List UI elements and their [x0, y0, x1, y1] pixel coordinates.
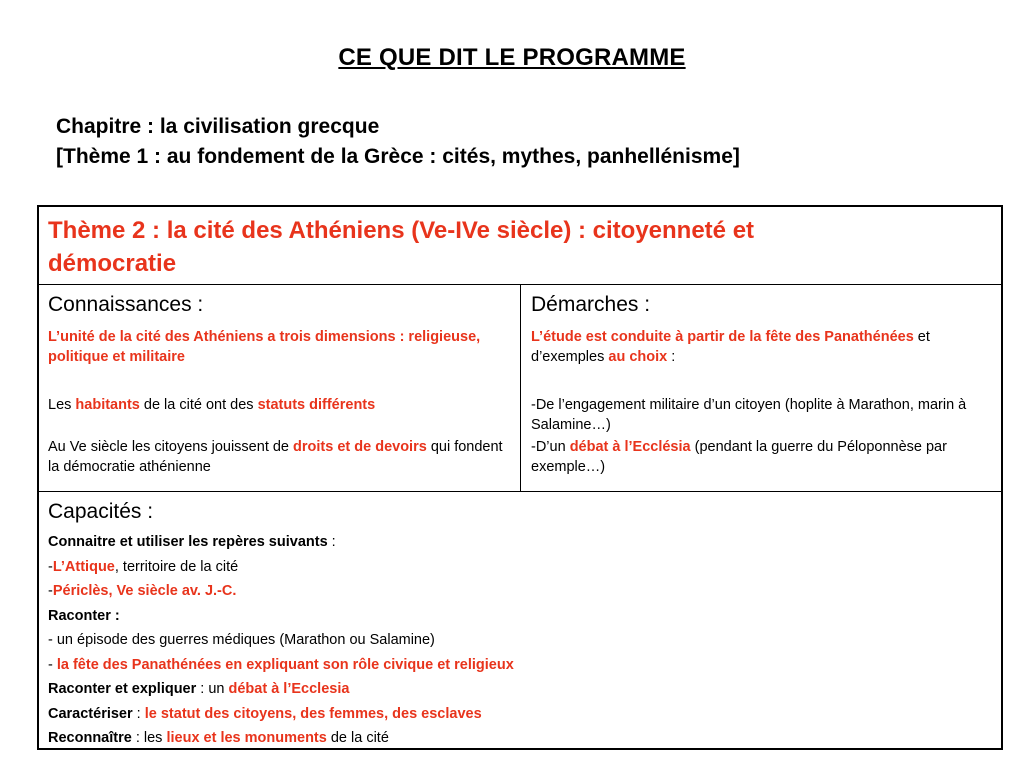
- text-run-bold: Raconter et expliquer: [48, 681, 197, 697]
- text-run-highlight: L’étude est conduite à partir de la fête des Panathénées: [531, 329, 914, 345]
- capacites-line-3: [48, 579, 992, 604]
- capacites-line-2: [48, 555, 992, 580]
- text-run: de la cité: [326, 730, 389, 746]
- page-title: CE QUE DIT LE PROGRAMME: [338, 44, 686, 71]
- text-run: -: [48, 583, 53, 599]
- capacites-line-6: [48, 653, 992, 678]
- capacites-line-1: [48, 530, 992, 555]
- text-run: , territoire de la cité: [114, 558, 239, 575]
- chapter-line-1: Chapitre : la civilisation grecque: [56, 115, 380, 138]
- demarches-paragraph-3: [531, 437, 992, 477]
- text-run: -D’un: [531, 439, 570, 455]
- connaissances-paragraph-1: L’unité de la cité des Athéniens a trois dimensions : religieuse, politique et militaire: [48, 329, 481, 365]
- capacites-line-9: [48, 726, 992, 751]
- connaissances-paragraph-2: [48, 395, 511, 415]
- text-run-bold: Connaitre et utiliser les repères suivants: [48, 534, 328, 550]
- theme-title-line-2: démocratie: [48, 250, 177, 277]
- program-table: [37, 205, 1003, 750]
- chapter-line-2: [Thème 1 : au fondement de la Grèce : cités, mythes, panhellénisme]: [56, 145, 740, 168]
- text-run-highlight: débat à l’Ecclesia: [228, 681, 350, 697]
- text-run: :: [667, 349, 676, 365]
- text-run-highlight: lieux et les monuments: [166, 730, 327, 746]
- theme-title: [39, 207, 1001, 285]
- text-run: Au Ve siècle les citoyens jouissent de: [48, 439, 294, 455]
- capacites-line-8: [48, 702, 992, 727]
- text-run-bold: Caractériser: [48, 705, 133, 722]
- text-run: : les: [131, 730, 167, 746]
- text-run-highlight: la fête des Panathénées en expliquant son rôle civique et religieux: [56, 656, 514, 673]
- text-run-highlight: le statut des citoyens, des femmes, des esclaves: [144, 705, 482, 722]
- text-run-highlight: débat à l’Ecclésia: [569, 439, 691, 455]
- text-run-highlight: droits et de devoirs: [293, 439, 427, 455]
- capacites-line-7: [48, 677, 992, 702]
- capacites-header: Capacités :: [48, 500, 154, 523]
- connaissances-header: Connaissances :: [48, 293, 204, 316]
- capacites-cell: [39, 492, 1001, 751]
- chapter-heading: [56, 112, 740, 172]
- connaissances-cell: [39, 285, 521, 491]
- text-run: Les: [48, 397, 76, 413]
- text-run: : un: [196, 681, 229, 697]
- text-run: et d’exemples: [531, 329, 930, 365]
- text-run-bold: Reconnaître: [48, 730, 132, 746]
- capacites-line-5: - un épisode des guerres médiques (Marathon ou Salamine): [48, 632, 435, 648]
- text-run: qui fondent la démocratie athénienne: [48, 439, 503, 475]
- demarches-paragraph-2: -De l’engagement militaire d’un citoyen (hoplite à Marathon, marin à Salamine…): [531, 397, 967, 433]
- connaissances-paragraph-3: [48, 437, 511, 477]
- text-run-highlight: L’Attique: [52, 558, 115, 575]
- capacites-line-4: Raconter :: [48, 607, 120, 624]
- demarches-cell: [521, 285, 1001, 491]
- text-run: -: [48, 656, 57, 673]
- text-run: (pendant la guerre du Péloponnèse par exemple…): [531, 439, 947, 475]
- text-run-highlight: Périclès, Ve siècle av. J.-C.: [52, 583, 237, 599]
- text-run: :: [327, 534, 336, 550]
- text-run: :: [132, 705, 145, 722]
- text-run: -: [48, 558, 53, 575]
- demarches-paragraph-1: [531, 327, 992, 367]
- text-run-highlight: habitants: [75, 397, 140, 413]
- text-run-highlight: au choix: [608, 349, 668, 365]
- theme-title-line-1: Thème 2 : la cité des Athéniens (Ve-IVe siècle) : citoyenneté et: [48, 217, 755, 244]
- text-run: de la cité ont des: [139, 397, 258, 413]
- demarches-header: Démarches :: [531, 293, 651, 316]
- text-run-highlight: statuts différents: [257, 397, 376, 413]
